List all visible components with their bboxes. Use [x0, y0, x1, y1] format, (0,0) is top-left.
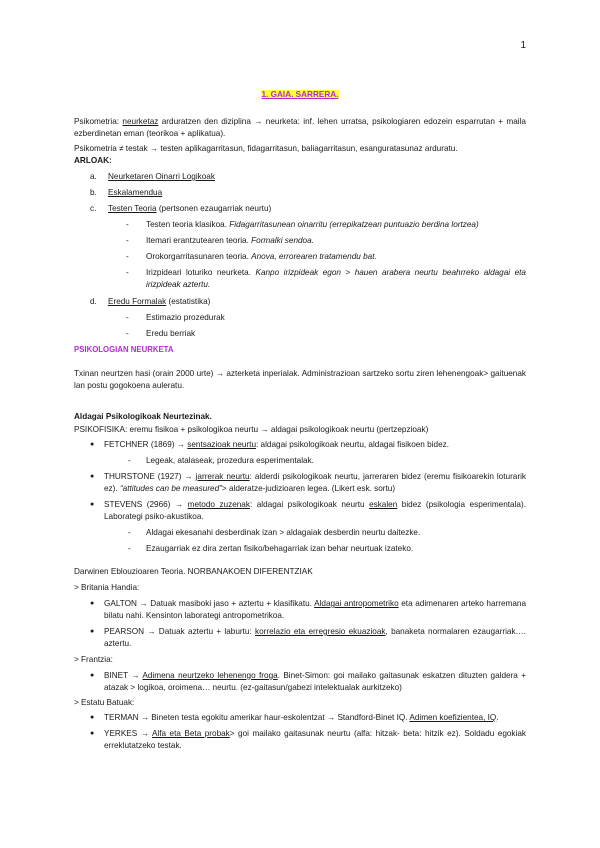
- list-item: d. Eredu Formalak (estatistika): [90, 297, 211, 306]
- list-item: ● YERKES → Alfa eta Beta probak> goi mailako gaitasunak neurtu (alfa: hitzak- beta: hitzik ez). Soldadu egokiak erreklutatzeko testak.: [90, 729, 526, 750]
- txinan-paragraph: Txinan neurtzen hasi (orain 2000 urte) → azterketa inperialak. Administrazioan sartzeko sortu ziren lehenengoak> gaituenak lan postu gogokoena auleratu.: [74, 369, 526, 390]
- sub-list-item: - Itemari erantzutearen teoria. Formalki sendoa.: [126, 236, 314, 245]
- sub-list-item: - Ezaugarriak ez dira zertan fisiko/behagarriak izan behar neurtuak izateko.: [128, 544, 414, 553]
- psikofisika-list: [74, 439, 526, 555]
- list-item: ● STEVENS (2966) → metodo zuzenak: aldagai psikologikoak neurtu eskalen bidez (psikologia esperimentala). Laborategi psiko-akustikoa.: [90, 500, 526, 521]
- list-item: ● THURSTONE (1927) → jarrerak neurtu: alderdi psikologikoak neurtu, jarreraren bidez (eremu fisikoarekin loturarik ez). “attitudes can be measured”> alderatze-judizioaren legea. (Likert esk. sortu): [90, 472, 526, 493]
- list-item: a. Neurketaren Oinarri Logikoak: [90, 172, 215, 181]
- intro-paragraph-2: Psikometria ≠ testak → testen aplikagarritasun, fidagarritasun, baliagarritasun, esanguratasunaz arduratu.: [74, 144, 458, 153]
- list-item: ● PEARSON → Datuak aztertu + laburtu: korrelazio eta erregresio ekuazioak, banaketa normalaren ezaugarriak…. aztertu.: [90, 627, 527, 648]
- arloak-list: [74, 171, 526, 340]
- darwin-heading: Darwinen Eblouzioaren Teoria. NORBANAKOEN DIFERENTZIAK: [74, 567, 313, 576]
- estatu-heading: > Estatu Batuak:: [74, 698, 135, 707]
- list-item: ● GALTON → Datuak masiboki jaso + aztertu + klasifikatu. Aldagai antropometriko eta adimenaren arteko harremana bilatu nahi. Kensinton laborategi antropometrikoa.: [90, 599, 527, 620]
- list-item: ● FETCHNER (1869) → sentsazioak neurtu: aldagai psikologikoak neurtu, aldagai fisikoen bidez.: [90, 440, 449, 449]
- sub-list-item: - Testen teoria klasikoa. Fidagarritasunean oinarritu (errepikatzean puntuazio berdina lortzea): [126, 220, 479, 229]
- sub-list-item: - Eredu berriak: [126, 329, 196, 338]
- list-item: ● TERMAN → Bineten testa egokitu amerikar haur-eskolentzat → Standford-Binet IQ. Adimen koefizientea, IQ.: [90, 713, 499, 722]
- britania-heading: > Britania Handia:: [74, 583, 140, 592]
- list-item: ● BINET → Adimena neurtzeko lehenengo froga. Binet-Simon: goi mailako gaitasunak eskatzen dituzten galdera + atazak > logikoa, oroimena… neurtu. (ez-gaitasun/gabezi intelektualak aurkitzeko): [90, 671, 526, 692]
- neurketaz-term: neurketaz: [122, 117, 159, 126]
- estatu-list: [74, 712, 526, 752]
- aldagai-heading: Aldagai Psikologikoak Neurtezinak.: [74, 412, 212, 421]
- psikofisika-line: PSIKOFISIKA: eremu fisikoa + psikologikoa neurtu → aldagai psikologikoak neurtu (pertzepzioak): [74, 425, 429, 434]
- sub-list-item: - Estimazio prozedurak: [126, 313, 225, 322]
- frantzia-list: [74, 670, 526, 694]
- sub-list-item: - Irizpideari loturiko neurketa. Kanpo irizpideak egon > hauen arabera neurtu beahrreko aldagai eta irizpideak aztertu.: [126, 268, 526, 289]
- title-text: 1. GAIA. SARRERA.: [261, 90, 339, 99]
- sub-list-item: - Legeak, atalaseak, prozedura esperimentalak.: [128, 456, 314, 465]
- list-item: b. Eskalamendua: [90, 188, 163, 197]
- intro-paragraph: Psikometria: neurketaz arduratzen den diziplina → neurketa: inf. lehen urratsa, psikologiaren edozein esparrutan + maila ezberdinetan eman (teorikoa + aplikatua).: [74, 117, 526, 138]
- sub-list-item: - Orokorgarritasunaren teoria. Anova, errorearen tratamendu bat.: [126, 252, 377, 261]
- sub-list-item: - Aldagai ekesanahi desberdinak izan > aldagaiak desberdin neurtu daitezke.: [128, 528, 421, 537]
- frantzia-heading: > Frantzia:: [74, 655, 113, 664]
- britania-list: [74, 598, 526, 650]
- section-heading: PSIKOLOGIAN NEURKETA: [74, 345, 174, 354]
- page-number: 1: [520, 40, 526, 51]
- page-title: [0, 90, 600, 99]
- arloak-heading: ARLOAK:: [74, 156, 112, 165]
- list-item: c. Testen Teoria (pertsonen ezaugarriak neurtu): [90, 204, 272, 213]
